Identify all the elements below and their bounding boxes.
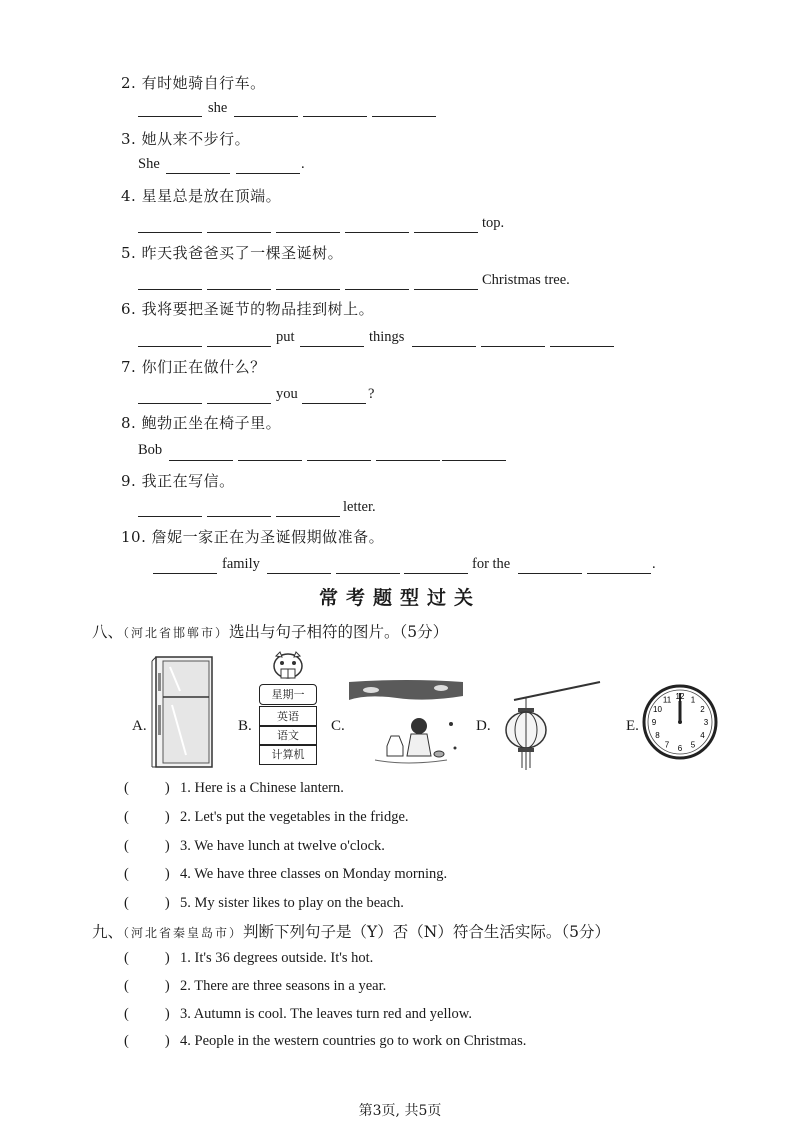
timetable-subject: 语文 — [259, 725, 317, 746]
clock-number: 7 — [664, 740, 670, 750]
answer-blank[interactable] — [336, 573, 400, 574]
answer-blank[interactable] — [207, 289, 271, 290]
section8-question: ( ) — [124, 809, 170, 825]
clock-number: 12 — [675, 692, 685, 701]
clock-number: 3 — [703, 718, 709, 727]
section9-question-text: 3. Autumn is cool. The leaves turn red and yellow. — [180, 1006, 472, 1022]
item-6-word-things: things — [369, 329, 405, 345]
item-10-period: . — [652, 556, 656, 572]
answer-blank[interactable] — [303, 116, 367, 117]
answer-blank[interactable] — [166, 173, 230, 174]
answer-blank[interactable] — [442, 460, 506, 461]
answer-blank[interactable] — [481, 346, 545, 347]
item-7-question-mark: ? — [368, 386, 375, 402]
answer-blank[interactable] — [302, 403, 366, 404]
answer-blank[interactable] — [138, 346, 202, 347]
answer-blank[interactable] — [518, 573, 582, 574]
item-7-word-you: you — [276, 386, 298, 402]
section8-question-text: 3. We have lunch at twelve o'clock. — [180, 838, 385, 854]
clock-number: 2 — [700, 705, 705, 714]
answer-blank[interactable] — [412, 346, 476, 347]
item-3-word: She — [138, 156, 160, 172]
section8-question-text: 4. We have three classes on Monday morning. — [180, 866, 448, 882]
answer-blank[interactable] — [207, 346, 271, 347]
timetable-day: 星期一 — [259, 684, 317, 705]
section8-instruction: 选出与句子相符的图片。（5分） — [229, 623, 449, 641]
clock-number: 5 — [690, 740, 696, 750]
timetable-subject: 计算机 — [259, 744, 317, 765]
section8-header — [92, 620, 448, 642]
answer-blank[interactable] — [153, 573, 217, 574]
answer-blank[interactable] — [414, 232, 478, 233]
answer-blank[interactable] — [236, 173, 300, 174]
answer-blank[interactable] — [276, 289, 340, 290]
answer-blank[interactable] — [267, 573, 331, 574]
item-2-word: she — [208, 100, 228, 116]
clock-number: 1 — [690, 695, 696, 705]
section8-question-text: 1. Here is a Chinese lantern. — [180, 780, 344, 796]
section8-question: ( ) — [124, 838, 170, 854]
fridge-image — [150, 655, 218, 771]
item-10-word-for-the: for the — [472, 556, 511, 572]
answer-blank[interactable] — [345, 232, 409, 233]
clock-number: 6 — [677, 744, 683, 753]
answer-blank[interactable] — [138, 289, 202, 290]
item-7-prompt: 7. 你们正在做什么？ — [121, 358, 266, 376]
item-3-period: . — [301, 156, 305, 172]
option-d-label: D. — [476, 718, 491, 734]
section9-question-text: 4. People in the western countries go to work on Christmas. — [180, 1033, 527, 1049]
answer-blank[interactable] — [238, 460, 302, 461]
option-c-label: C. — [331, 718, 345, 734]
section9-header — [92, 920, 610, 942]
item-4-word: top. — [482, 215, 505, 231]
item-10-prompt: 10. 詹妮一家正在为圣诞假期做准备。 — [121, 528, 385, 546]
item-8-word-bob: Bob — [138, 442, 163, 458]
clock-image — [641, 683, 719, 761]
clock-number: 11 — [662, 695, 672, 705]
page-footer: 第3页, 共5页 — [358, 1103, 442, 1119]
answer-blank[interactable] — [404, 573, 468, 574]
section8-question: ( ) — [124, 895, 170, 911]
item-9-prompt: 9. 我正在写信。 — [121, 472, 235, 490]
option-e-label: E. — [626, 718, 639, 734]
chinese-lantern-image — [500, 678, 604, 774]
clock-number: 4 — [700, 731, 705, 740]
answer-blank[interactable] — [138, 516, 202, 517]
section9-number: 九、 — [92, 923, 124, 941]
item-3-prompt: 3. 她从来不步行。 — [121, 130, 251, 148]
answer-blank[interactable] — [169, 460, 233, 461]
item-10-word-family: family — [222, 556, 260, 572]
section9-region: （河北省秦皇岛市） — [123, 926, 244, 940]
answer-blank[interactable] — [414, 289, 478, 290]
option-a-label: A. — [132, 718, 147, 734]
answer-blank[interactable] — [276, 516, 340, 517]
answer-blank[interactable] — [587, 573, 651, 574]
item-6-word-put: put — [276, 329, 295, 345]
answer-blank[interactable] — [550, 346, 614, 347]
item-4-prompt: 4. 星星总是放在顶端。 — [121, 187, 282, 205]
answer-blank[interactable] — [138, 232, 202, 233]
item-8-prompt: 8. 鲍勃正坐在椅子里。 — [121, 414, 282, 432]
section9-instruction: 判断下列句子是（Y）否（N）符合生活实际。（5分） — [243, 923, 610, 941]
answer-blank[interactable] — [307, 460, 371, 461]
cartoon-mascot-icon — [270, 650, 306, 684]
answer-blank[interactable] — [138, 116, 202, 117]
answer-blank[interactable] — [376, 460, 440, 461]
beach-image — [347, 676, 465, 772]
answer-blank[interactable] — [138, 403, 202, 404]
section8-question-text: 2. Let's put the vegetables in the fridge. — [180, 809, 409, 825]
answer-blank[interactable] — [276, 232, 340, 233]
answer-blank[interactable] — [372, 116, 436, 117]
item-6-prompt: 6. 我将要把圣诞节的物品挂到树上。 — [121, 300, 375, 318]
section9-question: ( ) — [124, 1006, 170, 1022]
section9-question: ( ) — [124, 978, 170, 994]
answer-blank[interactable] — [207, 403, 271, 404]
clock-number: 8 — [655, 731, 660, 740]
section8-question: ( ) — [124, 866, 170, 882]
section8-question-text: 5. My sister likes to play on the beach. — [180, 895, 404, 911]
clock-number: 10 — [653, 705, 662, 714]
item-5-prompt: 5. 昨天我爸爸买了一棵圣诞树。 — [121, 244, 344, 262]
section8-number: 八、 — [92, 623, 124, 641]
answer-blank[interactable] — [207, 516, 271, 517]
answer-blank[interactable] — [300, 346, 364, 347]
option-b-label: B. — [238, 718, 252, 734]
answer-blank[interactable] — [234, 116, 298, 117]
section-title: 常考题型过关 — [318, 587, 481, 609]
section9-question: ( ) — [124, 950, 170, 966]
item-2-prompt: 2. 有时她骑自行车。 — [121, 74, 266, 92]
answer-blank[interactable] — [345, 289, 409, 290]
section9-question-text: 1. It's 36 degrees outside. It's hot. — [180, 950, 374, 966]
section9-question: ( ) — [124, 1033, 170, 1049]
item-9-word-letter: letter. — [343, 499, 376, 515]
timetable-subject: 英语 — [259, 706, 317, 727]
section9-question-text: 2. There are three seasons in a year. — [180, 978, 387, 994]
section8-region: （河北省邯郸市） — [123, 626, 230, 640]
item-5-word: Christmas tree. — [482, 272, 570, 288]
clock-number: 9 — [651, 718, 657, 727]
section8-question: ( ) — [124, 780, 170, 796]
answer-blank[interactable] — [207, 232, 271, 233]
